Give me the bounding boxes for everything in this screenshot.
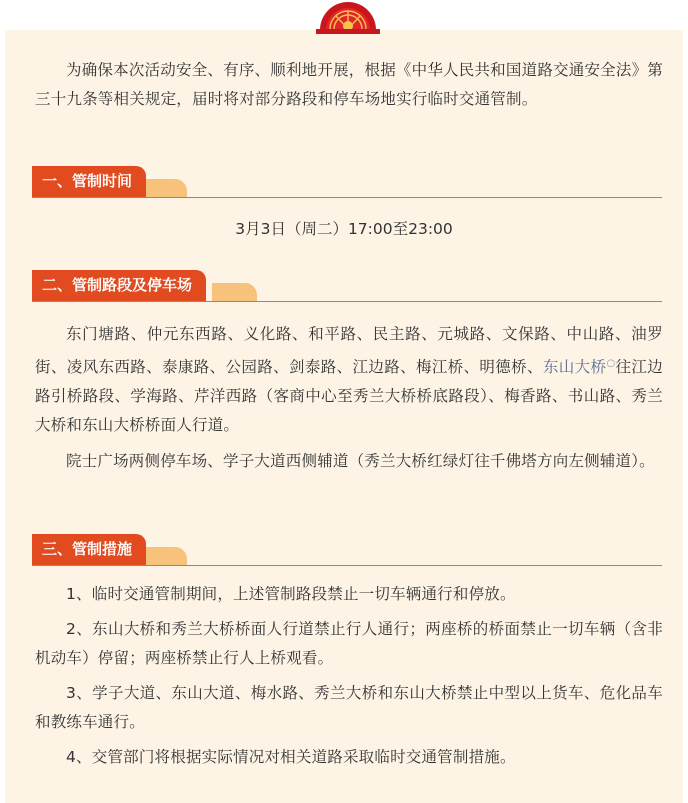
intro-paragraph: 为确保本次活动安全、有序、顺利地开展，根据《中华人民共和国道路交通安全法》第三十九条等相关规定，届时将对部分路段和停车场地实行临时交通管制。 bbox=[35, 61, 663, 108]
section-divider bbox=[32, 301, 662, 302]
section-divider bbox=[32, 565, 662, 566]
section-header-measures bbox=[32, 534, 662, 568]
notice-page bbox=[5, 30, 683, 803]
red-emblem-icon bbox=[316, 0, 380, 34]
control-time: 3月3日（周二）17:00至23:00 bbox=[235, 220, 453, 238]
road-link-dongshan-bridge[interactable]: 东山大桥 bbox=[542, 358, 607, 377]
section-tab-accent bbox=[142, 547, 187, 565]
measure-item: 2、东山大桥和秀兰大桥桥面人行道禁止行人通行；两座桥的桥面禁止一切车辆（含非机动车）停留；两座桥禁止行人上桥观看。 bbox=[35, 620, 663, 667]
section-title: 二、管制路段及停车场 bbox=[32, 270, 206, 301]
section-divider bbox=[32, 197, 662, 198]
roads-paragraph bbox=[35, 320, 663, 440]
section-title: 三、管制措施 bbox=[32, 534, 146, 565]
measure-item: 1、临时交通管制期间，上述管制路段禁止一切车辆通行和停放。 bbox=[66, 585, 516, 603]
location-pin-icon: ○ bbox=[606, 358, 616, 369]
section-tab-accent bbox=[142, 179, 187, 197]
measure-item: 4、交管部门将根据实际情况对相关道路采取临时交通管制措施。 bbox=[66, 748, 516, 766]
section-header-time bbox=[32, 166, 662, 200]
section-title: 一、管制时间 bbox=[32, 166, 146, 197]
parking-paragraph: 院士广场两侧停车场、学子大道西侧辅道（秀兰大桥红绿灯往千佛塔方向左侧辅道）。 bbox=[66, 452, 655, 470]
measure-item: 3、学子大道、东山大道、梅水路、秀兰大桥和东山大桥禁止中型以上货车、危化品车和教练车通行。 bbox=[35, 684, 663, 731]
section-tab-accent bbox=[212, 283, 257, 301]
roads-text-after: 往江边路引桥路段、学海路、芹洋西路（客商中心至秀兰大桥桥底路段）、梅香路、书山路、秀兰大桥和东山大桥桥面人行道。 bbox=[35, 358, 663, 435]
section-header-roads bbox=[32, 270, 662, 304]
roads-text-before: 东门塘路、仲元东西路、义化路、和平路、民主路、元城路、文保路、中山路、油罗街、凌风东西路、泰康路、公园路、剑泰路、江边路、梅江桥、明德桥、 bbox=[35, 325, 663, 377]
